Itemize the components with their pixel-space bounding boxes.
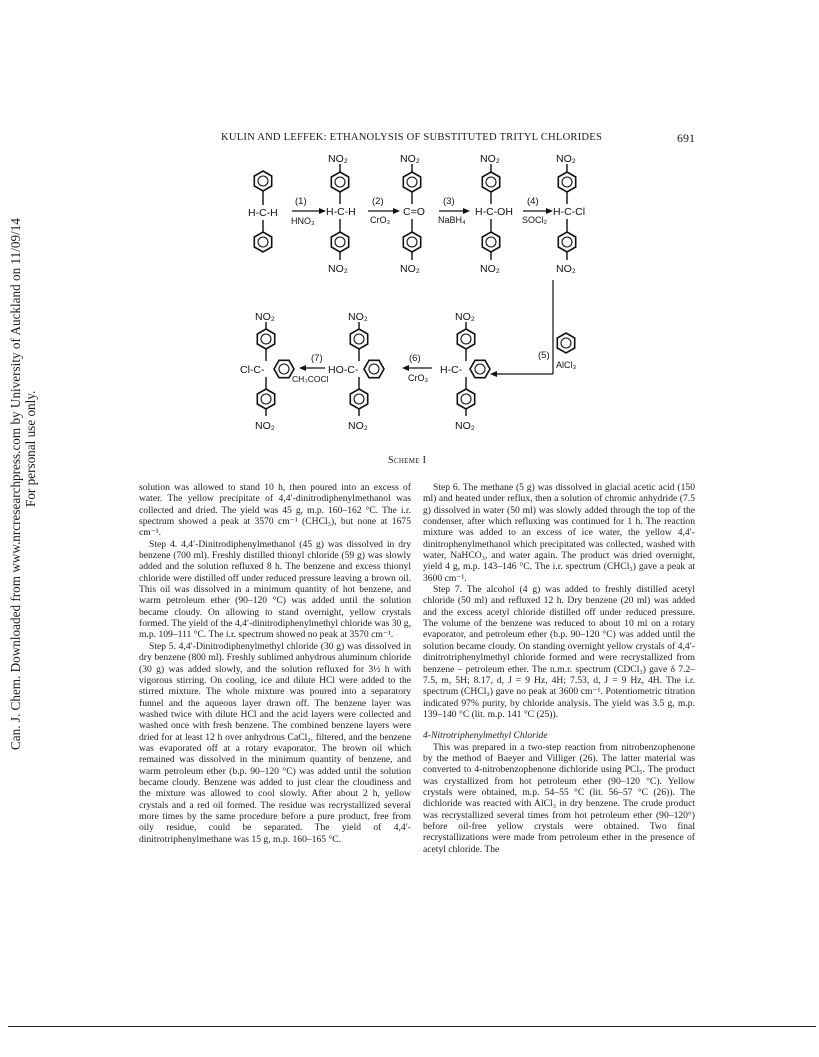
paragraph: Step 7. The alcohol (4 g) was added to freshly distilled acetyl chloride (50 ml) and refluxed 12 h. Dry benzene (20 ml) was added and the excess acetyl chloride distilled off under reduced pressure. The volume of the benzene was reduced to about 10 ml on a rotary evaporator, and petroleum ether (b.p. 90–120 °C) was added until the solution became cloudy. On standing overnight yellow crystals of 4,4′-dinitrotriphenylmethyl chloride formed and were recrystallized from benzene – petroleum ether. The n.m.r. spectrum (CDCl₃) gave δ 7.2–7.5, m, 5H; 8.17, d, J = 9 Hz, 4H; 7.53, d, J = 9 Hz, 4H. The i.r. spectrum (CHCl₃) gave no peak at 3600 cm⁻¹. Potentiometric titration indicated 97% purity, by chloride analysis. The yield was 3.5 g, m.p. 139–140 °C (lit. m.p. 141 °C (25)). bbox=[423, 584, 695, 720]
download-watermark bbox=[6, 218, 50, 750]
reaction-scheme bbox=[210, 148, 610, 448]
compound-dinitrobenzophenone bbox=[400, 153, 425, 275]
page-number: 691 bbox=[677, 131, 695, 145]
label-hcoh: H-C-OH bbox=[475, 206, 513, 218]
no2-label: NO₂ bbox=[328, 263, 348, 275]
no2-label: NO₂ bbox=[400, 263, 420, 275]
paragraph: This was prepared in a two-step reaction from nitrobenzophenone by the method of Baeyer and Villiger (26). The latter material was converted to 4-nitrobenzophenone dichloride using PCl₅. The product was crystallized from hot petroleum ether (90–120 °C). Yellow crystals were obtained, m.p. 54–55 °C (lit. 56–57 °C (26)). The dichloride was reacted with AlCl₃ in dry benzene. The crude product was recrystallized several times from hot petroleum ether (90–120°) before oil-free yellow crystals were obtained. Two final recrystallizations were made from petroleum ether in the presence of acetyl chloride. The bbox=[423, 741, 695, 855]
section-heading: 4-Nitrotriphenylmethyl Chloride bbox=[423, 730, 548, 742]
arrow-step-2 bbox=[368, 196, 400, 225]
left-column bbox=[139, 482, 411, 845]
no2-label: NO₂ bbox=[348, 420, 368, 432]
arrow-step-5 bbox=[490, 280, 577, 377]
compound-dinitrodiphenylmethanol bbox=[475, 153, 513, 275]
reagent-acetyl-chloride: CH₃COCl bbox=[292, 374, 329, 384]
no2-label: NO₂ bbox=[455, 420, 475, 432]
label-clc: Cl-C- bbox=[240, 364, 265, 376]
paragraph: Step 4. 4,4′-Dinitrodiphenylmethanol (45 g) was dissolved in dry benzene (700 ml). Freshly distilled thionyl chloride (59 g) was slowly added and the solution refluxed 8 h. The benzene and excess thionyl chloride were distilled off under reduced pressure leaving a brown oil. This oil was dissolved in a minimum quantity of hot benzene, and warm petroleum ether (90–120 °C) was added until the solution became cloudy. On allowing to stand overnight, yellow crystals formed. The yield of the 4,4′-dinitrodiphenylmethyl chloride was 30 g, m.p. 109–111 °C. The i.r. spectrum showed no peak at 3570 cm⁻¹. bbox=[139, 538, 411, 641]
compound-dinitrodiphenylmethyl-chloride bbox=[553, 153, 585, 275]
reagent-nabh4: NaBH₄ bbox=[438, 215, 466, 225]
scheme-caption: Scheme I bbox=[388, 455, 427, 466]
arrow-step-7 bbox=[292, 353, 329, 384]
right-column bbox=[423, 482, 695, 855]
watermark-line-1: Can. J. Chem. Downloaded from www.nrcresearchpress.com by University of Auckland on 11/09/14 bbox=[8, 218, 23, 750]
label-hc: H-C- bbox=[440, 364, 463, 376]
paragraph: Step 6. The methane (5 g) was dissolved in glacial acetic acid (150 ml) and heated under reflux, then a solution of chromic anhydride (7.5 g) dissolved in water (50 ml) was slowly added through the top of the condenser, after which refluxing was continued for 1 h. The reaction mixture was added to an excess of ice water, the yellow 4,4′-dinitrophenylmethanol which precipitated was collected, washed with water, NaHCO₃, and water again. The product was dried overnight, yield 4 g, m.p. 143–146 °C. The i.r. spectrum (CHCl₃) gave a peak at 3600 cm⁻¹. bbox=[423, 482, 695, 584]
label-hoc: HO-C- bbox=[328, 364, 359, 376]
no2-label: NO₂ bbox=[556, 153, 576, 165]
watermark-line-2: For personal use only. bbox=[23, 390, 38, 507]
step-6-label: (6) bbox=[409, 353, 421, 364]
no2-label: NO₂ bbox=[348, 311, 368, 323]
step-7-label: (7) bbox=[311, 353, 323, 364]
no2-label: NO₂ bbox=[328, 153, 348, 165]
arrow-step-4 bbox=[522, 196, 553, 225]
arrow-step-6 bbox=[402, 353, 432, 383]
label-hccl: H-C-Cl bbox=[553, 206, 586, 218]
compound-dinitrodiphenylmethane bbox=[326, 153, 356, 275]
no2-label: NO₂ bbox=[556, 263, 576, 275]
no2-label: NO₂ bbox=[455, 311, 475, 323]
arrow-step-1 bbox=[291, 196, 326, 226]
step-4-label: (4) bbox=[527, 196, 539, 207]
reagent-socl2: SOCl₂ bbox=[522, 215, 547, 225]
running-head: KULIN AND LEFFEK: ETHANOLYSIS OF SUBSTITUTED TRITYL CHLORIDES bbox=[221, 132, 603, 143]
reagent-hno3: HNO₃ bbox=[291, 216, 315, 226]
no2-label: NO₂ bbox=[255, 311, 275, 323]
reagent-alcl3: AlCl₃ bbox=[556, 360, 577, 370]
arrow-step-3 bbox=[438, 196, 470, 225]
reagent-cro3: CrO₃ bbox=[370, 215, 391, 225]
no2-label: NO₂ bbox=[480, 153, 500, 165]
step-3-label: (3) bbox=[443, 196, 455, 207]
compound-dinitrotriphenylmethane bbox=[440, 311, 490, 432]
page-bottom-rule bbox=[8, 1026, 816, 1027]
reagent-cro3-2: CrO₃ bbox=[408, 373, 429, 383]
no2-label: NO₂ bbox=[480, 263, 500, 275]
compound-dinitrotriphenylmethyl-chloride bbox=[240, 311, 294, 432]
label-hch-2: H-C-H bbox=[326, 206, 356, 218]
paragraph: Step 5. 4,4′-Dinitrodiphenylmethyl chloride (30 g) was dissolved in dry benzene (800 ml). Freshly sublimed anhydrous aluminum chloride (30 g) was added slowly, and the solution refluxed for 3½ h with vigorous stirring. On cooling, ice and dilute HCl were added to the stirred mixture. The whole mixture was poured into a separatory funnel and the aqueous layer drawn off. The benzene layer was washed twice with dilute HCl and the acid layers were collected and washed once with fresh benzene. The combined benzene layers were dried for at least 12 h over anhydrous CaCl₂, filtered, and the benzene was evaporated off at a rotary evaporator. The brown oil which remained was dissolved in the minimum quantity of benzene, and warm petroleum ether (b.p. 90–120 °C) was added until the solution became cloudy. Benzene was added to just clear the cloudiness and the mixture was allowed to cool slowly. After about 2 h, yellow crystals and a red oil formed. The residue was recrystallized several more times by the same procedure before a pure product, free from oily residue, could be separated. The yield of 4,4′-dinitrotriphenylmethane was 15 g, m.p. 160–165 °C. bbox=[139, 640, 411, 845]
no2-label: NO₂ bbox=[255, 420, 275, 432]
compound-diphenylmethane bbox=[248, 171, 278, 252]
watermark-text bbox=[8, 218, 38, 750]
no2-label: NO₂ bbox=[400, 153, 420, 165]
paragraph: solution was allowed to stand 10 h, then poured into an excess of water. The yellow precipitate of 4,4′-dinitrodiphenylmethanol was collected and dried. The yield was 45 g, m.p. 160–162 °C. The i.r. spectrum showed a peak at 3570 cm⁻¹ (CHCl₃), but none at 1675 cm⁻¹. bbox=[139, 482, 411, 539]
step-2-label: (2) bbox=[372, 196, 384, 207]
label-hch: H-C-H bbox=[248, 207, 278, 219]
step-5-label: (5) bbox=[538, 350, 550, 361]
step-1-label: (1) bbox=[295, 196, 307, 207]
label-co: C=O bbox=[403, 206, 425, 218]
compound-dinitrotriphenylmethanol bbox=[328, 311, 384, 432]
